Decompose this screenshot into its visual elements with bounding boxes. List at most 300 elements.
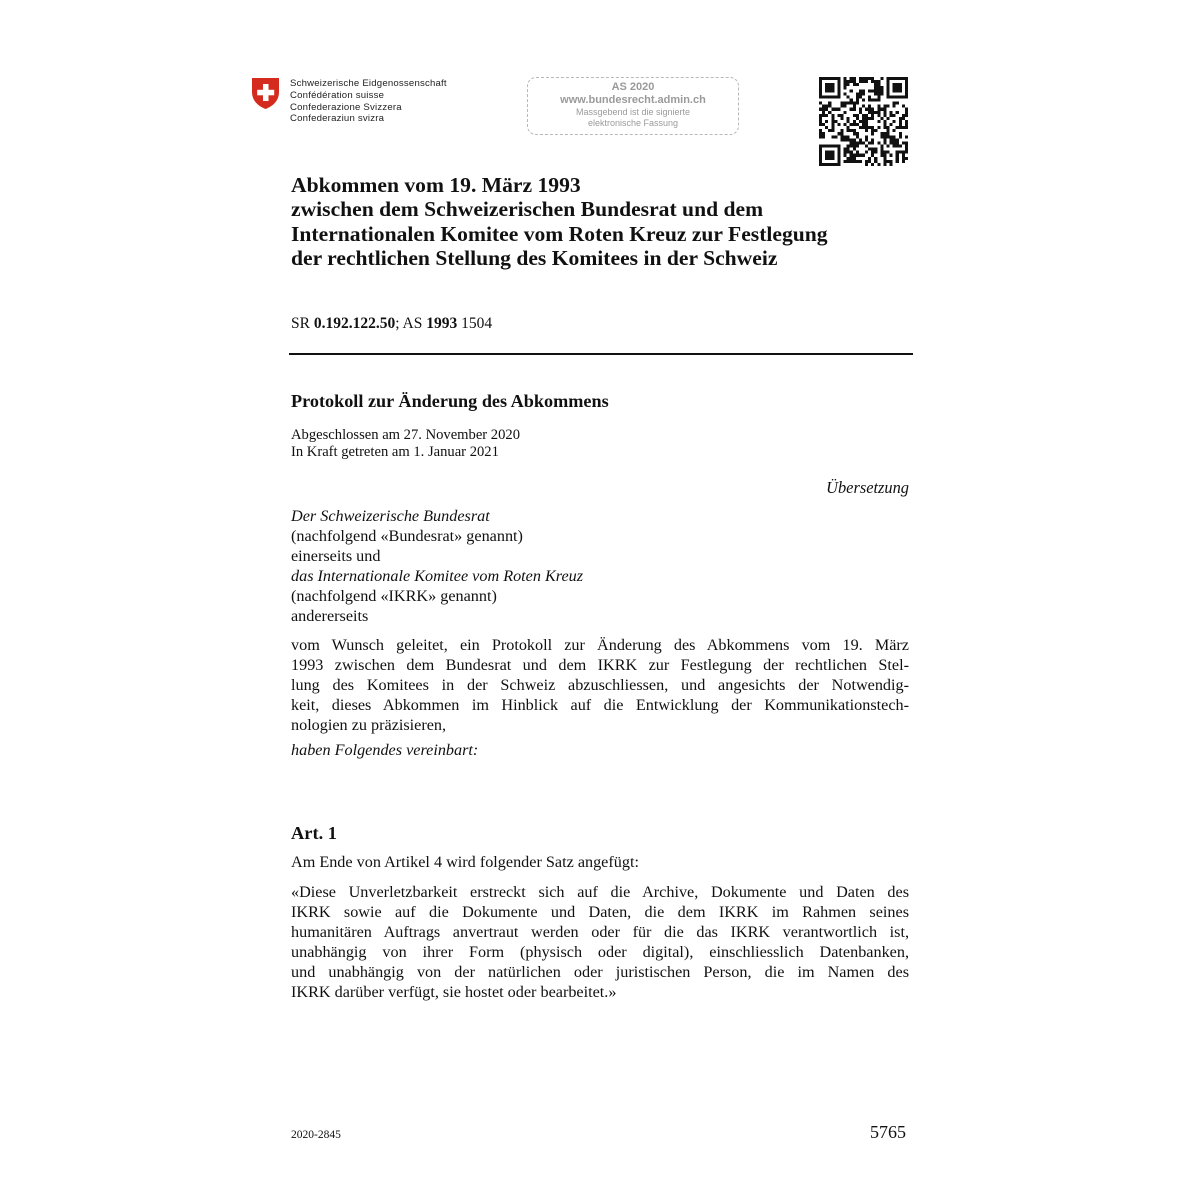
sr-label: SR (291, 315, 314, 332)
qr-module (896, 154, 899, 157)
qr-module (831, 89, 834, 92)
qr-module (890, 114, 893, 117)
qr-module (862, 154, 865, 157)
article-intro: Am Ende von Artikel 4 wird folgender Satz angefügt: (291, 853, 639, 871)
qr-module (822, 111, 825, 114)
qr-module (853, 132, 856, 135)
qr-module (896, 151, 899, 154)
qr-module (837, 123, 840, 126)
qr-module (874, 86, 877, 89)
qr-module (865, 80, 868, 83)
concluded-date: Abgeschlossen am 27. November 2020 (291, 427, 520, 443)
qr-module (837, 77, 840, 80)
qr-module (874, 83, 877, 86)
quote-line: unabhängig von ihrer Form (physisch oder digital), einschliesslich Datenbanken, (291, 943, 909, 961)
qr-module (883, 105, 886, 108)
qr-module (865, 117, 868, 120)
qr-module (819, 163, 822, 166)
qr-module (856, 95, 859, 98)
qr-module (856, 132, 859, 135)
qr-module (874, 89, 877, 92)
qr-module (874, 148, 877, 151)
quote-line: IKRK sowie auf die Dokumente und Daten, die dem IKRK im Rahmen seines (291, 903, 909, 921)
qr-module (840, 135, 843, 138)
qr-module (899, 151, 902, 154)
qr-module (856, 117, 859, 120)
qr-module (834, 95, 837, 98)
qr-module (899, 86, 902, 89)
qr-module (862, 105, 865, 108)
qr-module (871, 80, 874, 83)
qr-module (883, 114, 886, 117)
qr-module (856, 102, 859, 105)
qr-module (847, 120, 850, 123)
parties-connector: einerseits und (291, 547, 381, 565)
qr-module (825, 114, 828, 117)
qr-module (868, 117, 871, 120)
qr-module (877, 141, 880, 144)
qr-module (902, 154, 905, 157)
stamp-line-2: www.bundesrecht.admin.ch (560, 94, 706, 106)
qr-module (844, 83, 847, 86)
qr-module (831, 77, 834, 80)
qr-module (831, 135, 834, 138)
qr-module (868, 157, 871, 160)
qr-module (825, 157, 828, 160)
qr-module (847, 151, 850, 154)
qr-module (877, 108, 880, 111)
qr-module (853, 105, 856, 108)
article-heading: Art. 1 (291, 823, 337, 843)
qr-module (905, 141, 908, 144)
qr-module (905, 145, 908, 148)
qr-module (865, 151, 868, 154)
qr-module (847, 148, 850, 151)
qr-module (877, 98, 880, 101)
preamble-paragraph (291, 635, 909, 735)
qr-module (902, 95, 905, 98)
qr-module (847, 160, 850, 163)
qr-module (822, 145, 825, 148)
qr-module (902, 77, 905, 80)
qr-module (893, 141, 896, 144)
qr-module (819, 102, 822, 105)
qr-module (853, 120, 856, 123)
qr-module (877, 105, 880, 108)
qr-module (899, 95, 902, 98)
qr-module (844, 86, 847, 89)
qr-module (887, 117, 890, 120)
qr-module (819, 135, 822, 138)
qr-module (825, 89, 828, 92)
qr-module (831, 129, 834, 132)
qr-module (899, 135, 902, 138)
qr-module (865, 120, 868, 123)
qr-module (828, 163, 831, 166)
qr-module (819, 77, 822, 80)
qr-module (905, 92, 908, 95)
qr-module (859, 126, 862, 129)
qr-module (896, 157, 899, 160)
qr-module (819, 123, 822, 126)
qr-module (831, 117, 834, 120)
qr-module (877, 114, 880, 117)
qr-module (883, 111, 886, 114)
qr-module (831, 120, 834, 123)
qr-module (905, 77, 908, 80)
qr-module (856, 98, 859, 101)
qr-module (865, 108, 868, 111)
qr-module (850, 138, 853, 141)
qr-module (853, 148, 856, 151)
qr-module (853, 141, 856, 144)
qr-module (840, 138, 843, 141)
qr-module (877, 92, 880, 95)
qr-module (844, 135, 847, 138)
qr-module (831, 145, 834, 148)
qr-module (853, 102, 856, 105)
qr-module (896, 89, 899, 92)
qr-module (822, 95, 825, 98)
qr-module (822, 163, 825, 166)
qr-module (847, 145, 850, 148)
qr-module (883, 160, 886, 163)
qr-module (825, 83, 828, 86)
parties-block (291, 506, 583, 626)
qr-module (822, 105, 825, 108)
qr-module (893, 120, 896, 123)
qr-module (831, 83, 834, 86)
qr-module (819, 154, 822, 157)
qr-module (853, 80, 856, 83)
qr-module (865, 77, 868, 80)
qr-module (868, 105, 871, 108)
qr-module (831, 95, 834, 98)
qr-module (868, 160, 871, 163)
qr-module (877, 83, 880, 86)
qr-module (859, 80, 862, 83)
qr-module (819, 92, 822, 95)
qr-module (890, 163, 893, 166)
qr-module (874, 111, 877, 114)
qr-module (850, 108, 853, 111)
qr-module (825, 126, 828, 129)
qr-module (834, 77, 837, 80)
qr-module (899, 145, 902, 148)
qr-module (853, 123, 856, 126)
parties-closing: andererseits (291, 607, 369, 625)
qr-module (825, 154, 828, 157)
qr-module (856, 92, 859, 95)
qr-module (890, 111, 893, 114)
qr-module (871, 77, 874, 80)
as-year: 1993 (426, 315, 458, 332)
confederation-names (290, 78, 447, 125)
quote-line: und unabhängig von der natürlichen oder juristischen Person, die im Namen des (291, 963, 909, 981)
qr-module (822, 132, 825, 135)
qr-module (847, 117, 850, 120)
qr-module (822, 114, 825, 117)
stamp-line-3: Massgebend ist die signierte (575, 107, 691, 117)
qr-module (868, 77, 871, 80)
qr-module (850, 160, 853, 163)
qr-module (828, 95, 831, 98)
qr-module (890, 135, 893, 138)
qr-module (877, 89, 880, 92)
qr-module (880, 135, 883, 138)
qr-module (874, 129, 877, 132)
preamble-line: vom Wunsch geleitet, ein Protokoll zur Änderung des Abkommens vom 19. März (291, 636, 909, 654)
article-quote (291, 882, 909, 1002)
qr-module (890, 141, 893, 144)
qr-module (844, 154, 847, 157)
qr-module (850, 98, 853, 101)
qr-module (844, 138, 847, 141)
qr-module (871, 114, 874, 117)
title-line-3: Internationalen Komitee vom Roten Kreuz zur Festlegung (291, 221, 828, 246)
qr-module (844, 123, 847, 126)
qr-module (883, 132, 886, 135)
qr-module (893, 89, 896, 92)
qr-module (847, 135, 850, 138)
qr-module (853, 114, 856, 117)
qr-module (850, 80, 853, 83)
qr-module (868, 141, 871, 144)
qr-module (837, 160, 840, 163)
qr-module (828, 157, 831, 160)
qr-module (856, 160, 859, 163)
qr-module (859, 108, 862, 111)
qr-module (896, 141, 899, 144)
qr-module (828, 145, 831, 148)
qr-module (893, 129, 896, 132)
qr-module (847, 95, 850, 98)
qr-module (871, 154, 874, 157)
qr-module (880, 77, 883, 80)
qr-module (828, 83, 831, 86)
qr-module (899, 77, 902, 80)
qr-module (902, 160, 905, 163)
qr-module (880, 86, 883, 89)
qr-module (837, 145, 840, 148)
qr-module (896, 111, 899, 114)
qr-module (837, 114, 840, 117)
qr-module (880, 92, 883, 95)
qr-module (819, 129, 822, 132)
qr-module (896, 126, 899, 129)
qr-module (840, 117, 843, 120)
qr-module (840, 129, 843, 132)
qr-module (890, 95, 893, 98)
document-number: 2020-2845 (291, 1129, 341, 1141)
qr-module (825, 145, 828, 148)
qr-module (871, 148, 874, 151)
qr-module (850, 129, 853, 132)
qr-module (819, 132, 822, 135)
qr-module (862, 77, 865, 80)
qr-module (825, 86, 828, 89)
qr-module (871, 151, 874, 154)
qr-module (853, 145, 856, 148)
qr-module (828, 102, 831, 105)
qr-module (856, 154, 859, 157)
qr-module (850, 123, 853, 126)
qr-module (880, 108, 883, 111)
qr-module (871, 132, 874, 135)
as-page: 1504 (457, 315, 493, 332)
qr-module (905, 157, 908, 160)
qr-module (887, 105, 890, 108)
qr-module (856, 83, 859, 86)
qr-module (905, 89, 908, 92)
page-number: 5765 (870, 1122, 906, 1142)
stamp-line-4: elektronische Fassung (587, 118, 679, 128)
qr-module (825, 95, 828, 98)
qr-module (896, 83, 899, 86)
qr-module (893, 83, 896, 86)
qr-module (887, 83, 890, 86)
qr-module (862, 80, 865, 83)
qr-module (896, 138, 899, 141)
qr-module (880, 145, 883, 148)
official-version-stamp (527, 77, 739, 135)
qr-module (893, 114, 896, 117)
qr-module (883, 108, 886, 111)
qr-module (831, 86, 834, 89)
qr-module (825, 105, 828, 108)
qr-module (819, 80, 822, 83)
qr-module (828, 111, 831, 114)
qr-module (853, 157, 856, 160)
qr-module (837, 80, 840, 83)
qr-module (902, 157, 905, 160)
qr-module (825, 151, 828, 154)
qr-module (831, 154, 834, 157)
qr-module (819, 86, 822, 89)
title-line-1: Abkommen vom 19. März 1993 (291, 173, 581, 197)
qr-module (837, 157, 840, 160)
qr-module (896, 86, 899, 89)
qr-module (896, 77, 899, 80)
qr-module (822, 135, 825, 138)
qr-module (905, 148, 908, 151)
qr-module (831, 157, 834, 160)
qr-module (871, 108, 874, 111)
qr-module (883, 120, 886, 123)
qr-module (887, 151, 890, 154)
qr-module (887, 132, 890, 135)
qr-module (899, 123, 902, 126)
qr-module (859, 138, 862, 141)
as-label: ; AS (395, 315, 427, 332)
qr-module (865, 114, 868, 117)
qr-module (856, 141, 859, 144)
qr-module (865, 160, 868, 163)
qr-module (893, 138, 896, 141)
confederation-name-fr: Confédération suisse (290, 89, 385, 101)
qr-module (899, 117, 902, 120)
qr-module (877, 163, 880, 166)
qr-module (865, 126, 868, 129)
qr-module (847, 126, 850, 129)
qr-module (862, 120, 865, 123)
qr-module (862, 126, 865, 129)
qr-module (893, 95, 896, 98)
qr-module (844, 105, 847, 108)
qr-module (896, 102, 899, 105)
qr-module (887, 80, 890, 83)
qr-module (822, 123, 825, 126)
qr-module (865, 145, 868, 148)
protocol-title: Protokoll zur Änderung des Abkommens (291, 391, 609, 411)
qr-module (840, 132, 843, 135)
qr-module (847, 138, 850, 141)
qr-module (890, 77, 893, 80)
qr-module (880, 148, 883, 151)
qr-module (887, 89, 890, 92)
qr-module (844, 148, 847, 151)
qr-module (905, 95, 908, 98)
qr-module (890, 138, 893, 141)
qr-module (840, 102, 843, 105)
qr-module (825, 163, 828, 166)
qr-module (896, 160, 899, 163)
qr-module (887, 126, 890, 129)
qr-module (828, 129, 831, 132)
party-2-alias: (nachfolgend «IKRK» genannt) (291, 587, 497, 605)
qr-module (837, 151, 840, 154)
qr-module (883, 154, 886, 157)
qr-module (890, 123, 893, 126)
qr-module (896, 95, 899, 98)
qr-module (819, 120, 822, 123)
qr-module (877, 95, 880, 98)
qr-module (887, 135, 890, 138)
quote-line: «Diese Unverletzbarkeit erstreckt sich auf die Archive, Dokumente und Daten des (291, 883, 909, 901)
qr-module (883, 163, 886, 166)
qr-module (899, 120, 902, 123)
qr-module (896, 145, 899, 148)
qr-module (902, 117, 905, 120)
qr-module (905, 86, 908, 89)
qr-module (853, 83, 856, 86)
qr-module (887, 77, 890, 80)
qr-module (883, 151, 886, 154)
qr-module (837, 89, 840, 92)
party-1-name: Der Schweizerische Bundesrat (291, 507, 490, 525)
qr-module (862, 98, 865, 101)
qr-module (837, 95, 840, 98)
qr-module (883, 126, 886, 129)
qr-module (893, 102, 896, 105)
qr-module (883, 123, 886, 126)
qr-module (868, 98, 871, 101)
qr-module (905, 126, 908, 129)
qr-module (831, 108, 834, 111)
qr-module (871, 163, 874, 166)
qr-module (865, 138, 868, 141)
qr-module (868, 95, 871, 98)
qr-module (847, 83, 850, 86)
qr-module (819, 145, 822, 148)
qr-module (844, 92, 847, 95)
qr-module (902, 105, 905, 108)
qr-module (828, 89, 831, 92)
qr-module (834, 163, 837, 166)
qr-module (862, 92, 865, 95)
qr-module (819, 89, 822, 92)
qr-module (856, 123, 859, 126)
